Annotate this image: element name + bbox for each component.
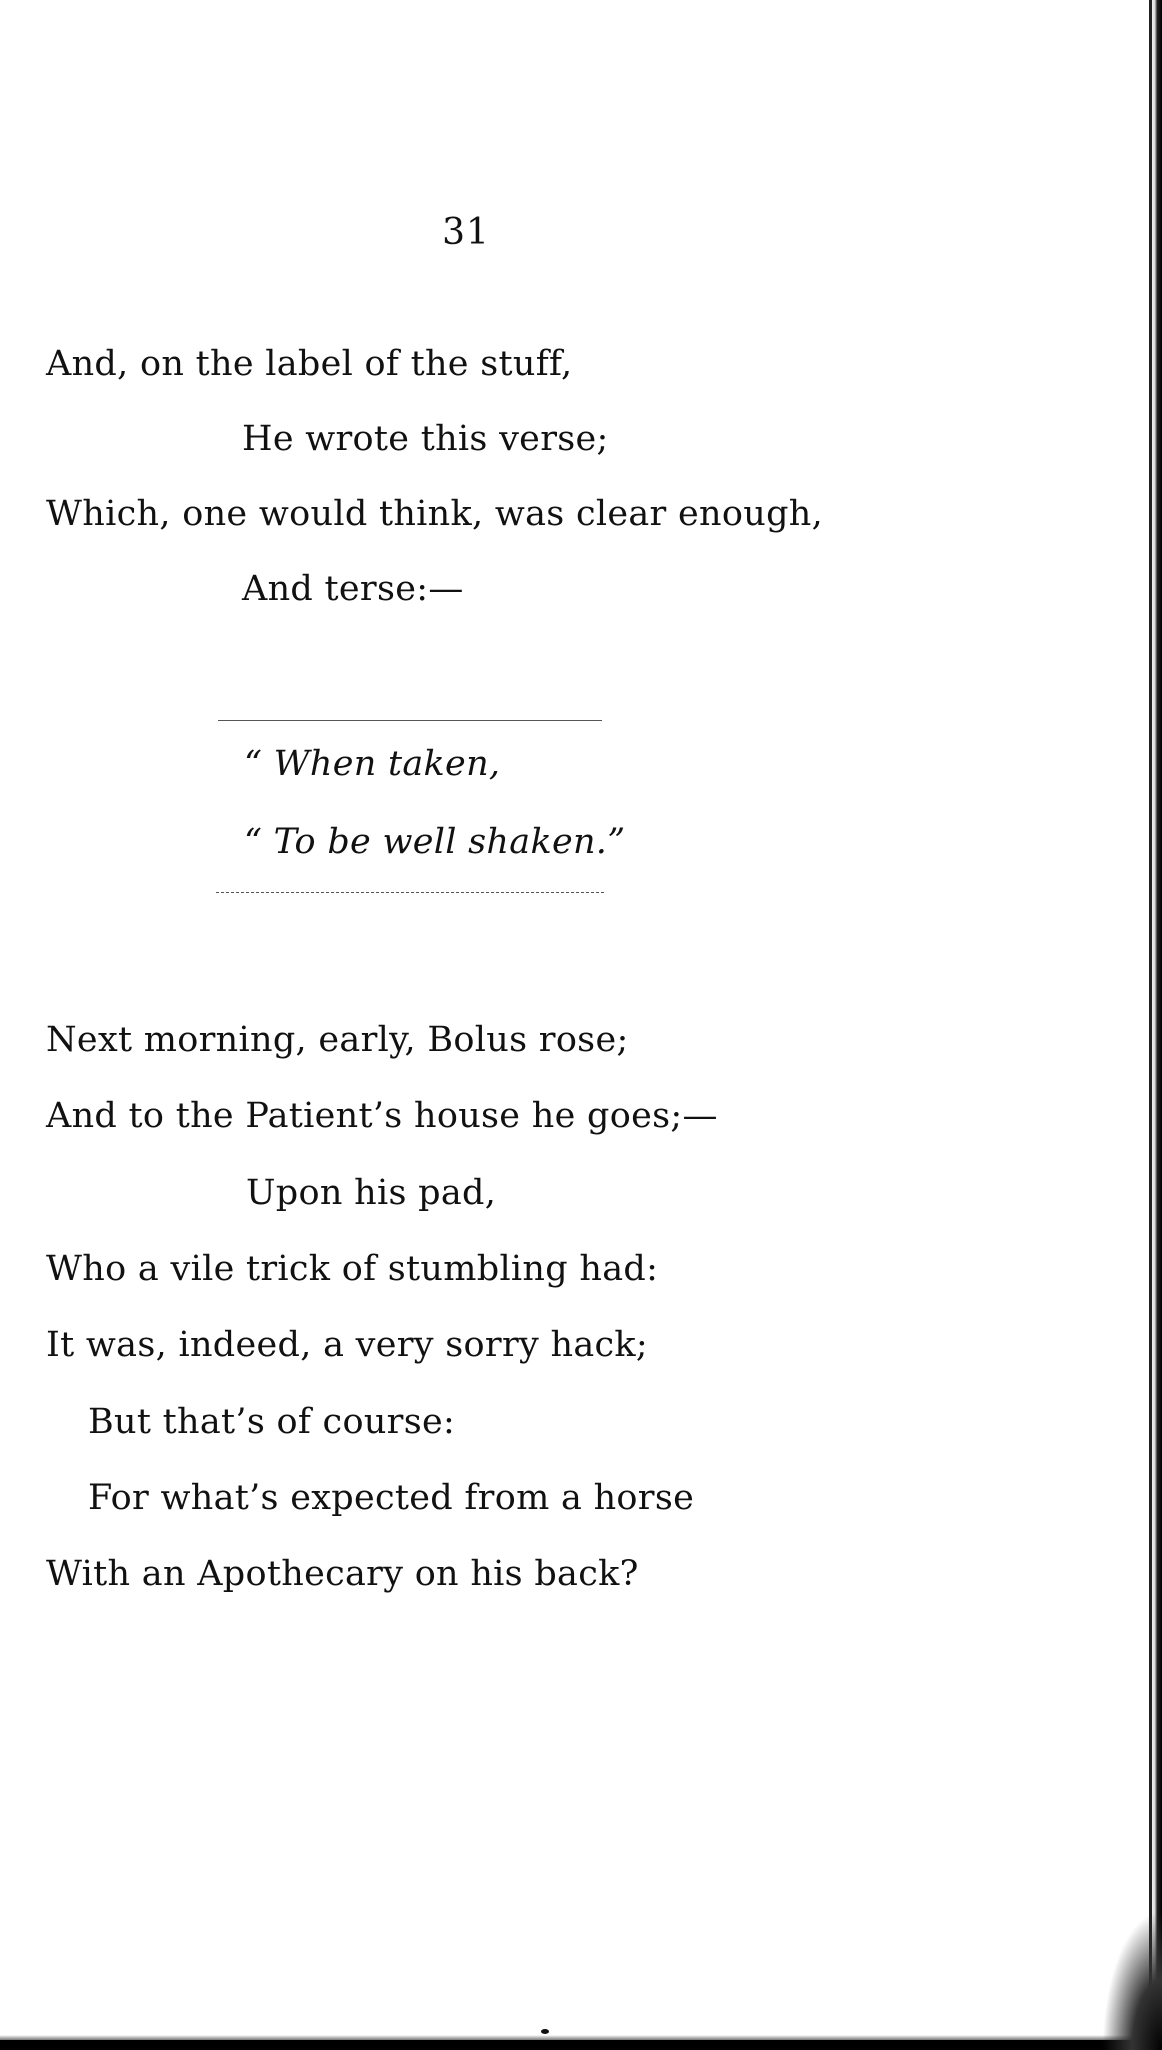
label-line: “ To be well shaken.” [244,822,626,862]
label-bottom-rule [216,892,604,893]
verse-line: For what’s expected from a horse [88,1478,695,1518]
verse-line: Upon his pad, [246,1173,497,1213]
page-number: 31 [442,212,490,253]
ink-speck [541,2029,549,2034]
verse-line: It was, indeed, a very sorry hack; [46,1325,648,1365]
page-edge-bottom [0,2040,1162,2050]
verse-line: Next morning, early, Bolus rose; [46,1020,629,1060]
label-line: “ When taken, [244,744,501,784]
page-edge-right-line [1149,0,1152,2050]
verse-line: And terse:— [242,569,464,609]
page-corner-shadow [1102,1910,1162,2050]
verse-line: And, on the label of the stuff, [46,344,573,384]
label-top-rule [218,720,602,721]
verse-line: Who a vile trick of stumbling had: [46,1249,659,1289]
verse-line: Which, one would think, was clear enough, [46,494,824,534]
verse-line: With an Apothecary on his back? [46,1554,639,1594]
verse-line: But that’s of course: [88,1402,456,1442]
verse-line: He wrote this verse; [242,419,609,459]
verse-line: And to the Patient’s house he goes;— [46,1096,718,1136]
